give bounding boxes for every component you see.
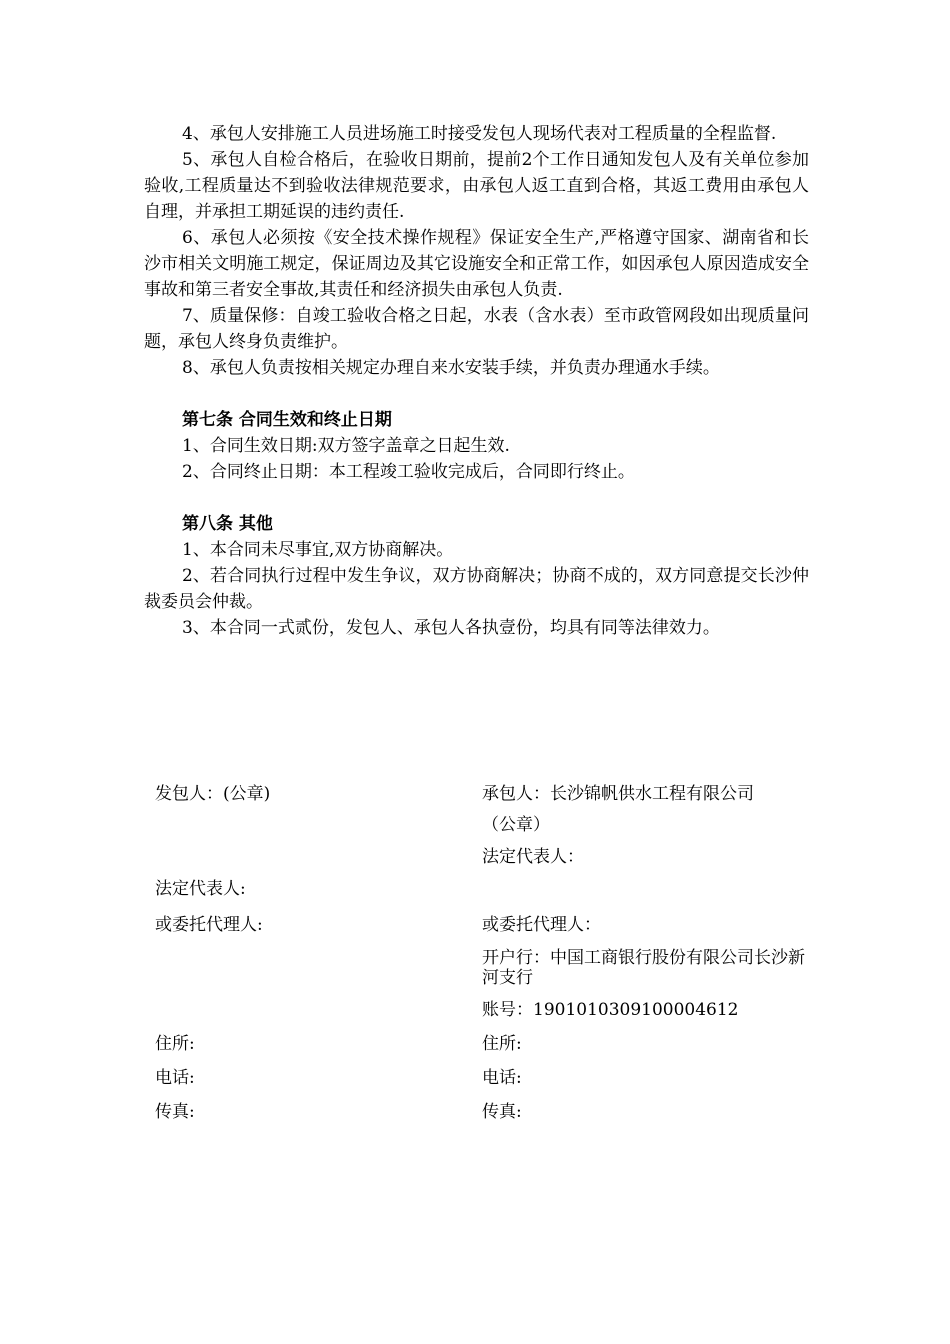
contract-body: [144, 121, 809, 641]
clause-paragraph: 2、若合同执行过程中发生争议，双方协商解决；协商不成的，双方同意提交长沙仲裁委员会仲裁。: [144, 566, 809, 612]
contractor-seal: （公章）: [482, 815, 550, 835]
article-7-heading: 第七条 合同生效和终止日期: [182, 410, 392, 430]
clause-paragraph: 7、质量保修：自竣工验收合格之日起，水表（含水表）至市政管网段如出现质量问题，承包人终身负责维护。: [144, 306, 809, 352]
employer-agent: 或委托代理人:: [155, 915, 263, 935]
clause-paragraph: 3、本合同一式贰份，发包人、承包人各执壹份，均具有同等法律效力。: [182, 618, 720, 638]
employer-party: 发包人：(公章): [155, 784, 271, 804]
employer-phone: 电话:: [155, 1068, 195, 1088]
contractor-legal-rep: 法定代表人：: [482, 847, 584, 867]
clause-paragraph: 8、承包人负责按相关规定办理自来水安装手续，并负责办理通水手续。: [182, 358, 720, 378]
clause-paragraph: 1、合同生效日期:双方签字盖章之日起生效.: [182, 436, 510, 456]
clause-paragraph: 2、合同终止日期：本工程竣工验收完成后，合同即行终止。: [182, 462, 635, 482]
clause-paragraph: 1、本合同未尽事宜,双方协商解决。: [182, 540, 454, 560]
employer-fax: 传真:: [155, 1102, 195, 1122]
employer-address: 住所:: [155, 1034, 195, 1054]
clause-paragraph: 4、承包人安排施工人员进场施工时接受发包人现场代表对工程质量的全程监督.: [182, 124, 777, 144]
contractor-phone: 电话:: [482, 1068, 522, 1088]
contractor-fax: 传真:: [482, 1102, 522, 1122]
employer-legal-rep: 法定代表人:: [155, 879, 246, 899]
contractor-agent: 或委托代理人：: [482, 915, 601, 935]
clause-paragraph: 6、承包人必须按《安全技术操作规程》保证安全生产,严格遵守国家、湖南省和长沙市相关文明施工规定，保证周边及其它设施安全和正常工作，如因承包人原因造成安全事故和第三者安全事故,其责任和经济损失由承包人负责.: [144, 228, 809, 300]
article-8-heading: 第八条 其他: [182, 514, 273, 534]
contractor-account: 账号：1901010309100004612: [482, 1000, 739, 1020]
contractor-address: 住所:: [482, 1034, 522, 1054]
contractor-party: 承包人：长沙锦帆供水工程有限公司: [482, 784, 754, 804]
clause-paragraph: 5、承包人自检合格后，在验收日期前，提前2个工作日通知发包人及有关单位参加验收,工程质量达不到验收法律规范要求，由承包人返工直到合格，其返工费用由承包人自理，并承担工期延误的违约责任.: [144, 150, 809, 222]
contractor-bank: 开户行：中国工商银行股份有限公司长沙新河支行: [482, 948, 805, 988]
